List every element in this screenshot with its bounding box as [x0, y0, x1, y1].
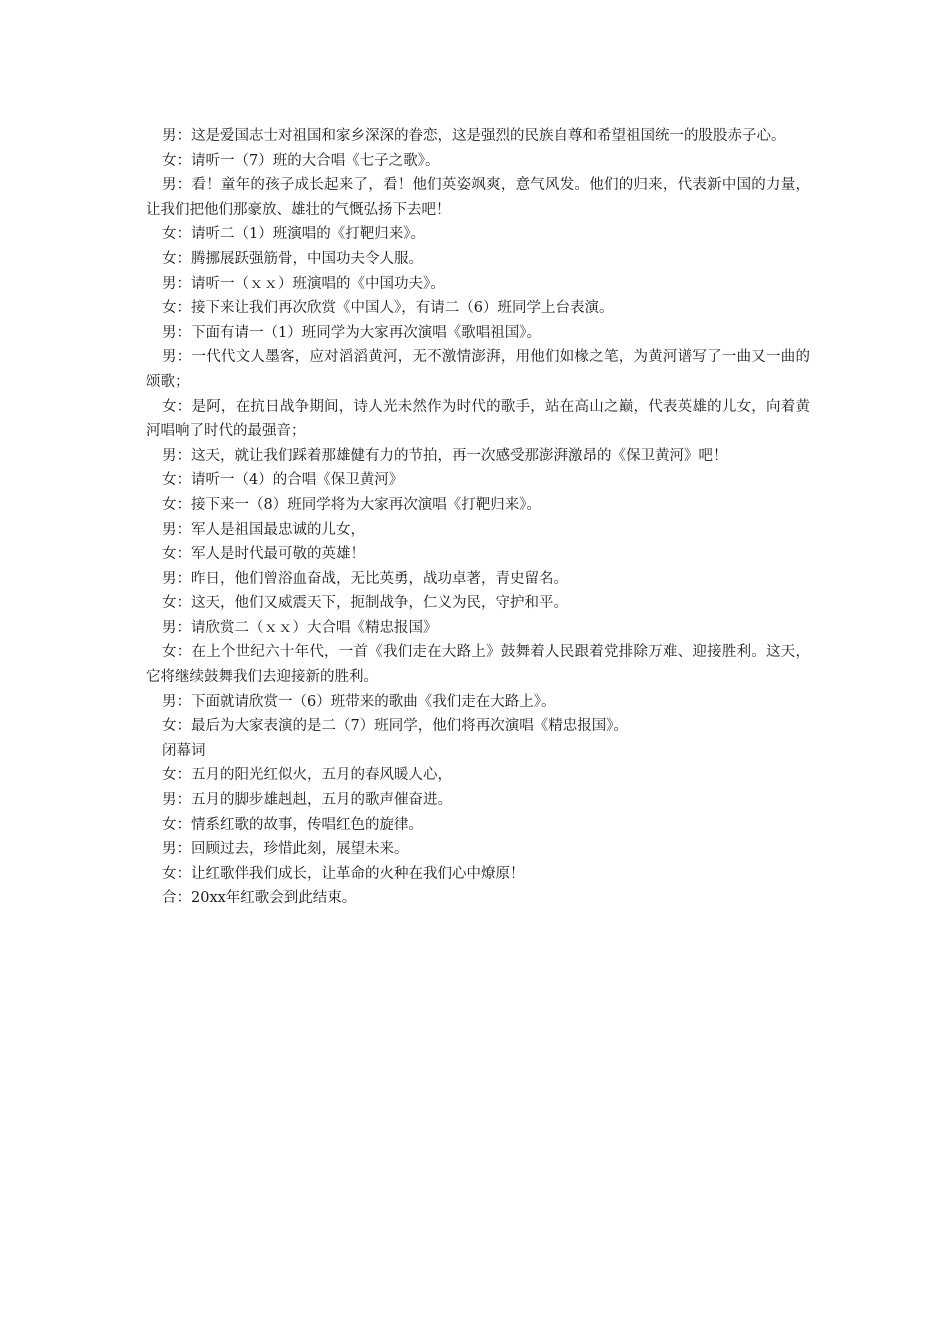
paragraph-17: 女：这天，他们又威震天下，扼制战争，仁义为民，守护和平。: [162, 595, 568, 612]
paragraph-6: 男：请听一（ｘｘ）班演唱的《中国功夫》。: [162, 275, 445, 292]
paragraph-27: 女：让红歌伴我们成长，让革命的火种在我们心中燎原！: [162, 865, 525, 882]
paragraph-16: 男：昨日，他们曾浴血奋战，无比英勇，战功卓著，青史留名。: [162, 570, 568, 587]
paragraph-11: 男：这天，就让我们踩着那雄健有力的节拍，再一次感受那澎湃激昂的《保卫黄河》吧！: [162, 447, 728, 464]
paragraph-9: 男：一代代文人墨客，应对滔滔黄河，无不激情澎湃，用他们如椽之笔，为黄河谱写了一曲又一曲的颂歌；: [146, 349, 810, 390]
paragraph-10: 女：是阿，在抗日战争期间，诗人光未然作为时代的歌手，站在高山之巅，代表英雄的儿女，向着黄河唱响了时代的最强音；: [146, 398, 810, 440]
paragraph-7: 女：接下来让我们再次欣赏《中国人》，有请二（6）班同学上台表演。: [162, 300, 614, 317]
paragraph-12: 女：请听一（4）的合唱《保卫黄河》: [162, 472, 404, 489]
paragraph-28: 合：20xx年红歌会到此结束。: [162, 890, 357, 907]
paragraph-2: 女：请听一（7）班的大合唱《七子之歌》。: [162, 152, 440, 169]
paragraph-26: 男：回顾过去，珍惜此刻，展望未来。: [162, 841, 409, 858]
paragraph-19: 女：在上个世纪六十年代，一首《我们走在大路上》鼓舞着人民跟着党排除万难、迎接胜利。这天，它将继续鼓舞我们去迎接新的胜利。: [146, 644, 810, 686]
paragraph-4: 女：请听二（1）班演唱的《打靶归来》。: [162, 226, 425, 243]
section-heading-closing: 闭幕词: [162, 742, 206, 759]
paragraph-13: 女：接下来一（8）班同学将为大家再次演唱《打靶归来》。: [162, 496, 541, 513]
paragraph-18: 男：请欣赏二（ｘｘ）大合唱《精忠报国》: [162, 619, 438, 636]
paragraph-3: 男：看！童年的孩子成长起来了，看！他们英姿飒爽，意气风发。他们的归来，代表新中国的力量，让我们把他们那豪放、雄壮的气慨弘扬下去吧！: [146, 177, 810, 218]
paragraph-24: 男：五月的脚步雄赳赳，五月的歌声催奋进。: [162, 792, 452, 809]
document-body: [146, 124, 810, 911]
paragraph-14: 男：军人是祖国最忠诚的儿女，: [162, 521, 365, 538]
paragraph-5: 女：腾挪展跃强筋骨，中国功夫令人服。: [162, 250, 423, 267]
paragraph-8: 男：下面有请一（1）班同学为大家再次演唱《歌唱祖国》。: [162, 324, 541, 341]
paragraph-15: 女：军人是时代最可敬的英雄！: [162, 546, 365, 563]
paragraph-1: 男：这是爱国志士对祖国和家乡深深的眷恋，这是强烈的民族自尊和希望祖国统一的股股赤子心。: [162, 128, 786, 144]
paragraph-25: 女：情系红歌的故事，传唱红色的旋律。: [162, 816, 423, 833]
paragraph-20: 男：下面就请欣赏一（6）班带来的歌曲《我们走在大路上》。: [162, 693, 556, 710]
paragraph-21: 女：最后为大家表演的是二（7）班同学，他们将再次演唱《精忠报国》。: [162, 718, 628, 735]
paragraph-23: 女：五月的阳光红似火，五月的春风暖人心，: [162, 767, 452, 784]
